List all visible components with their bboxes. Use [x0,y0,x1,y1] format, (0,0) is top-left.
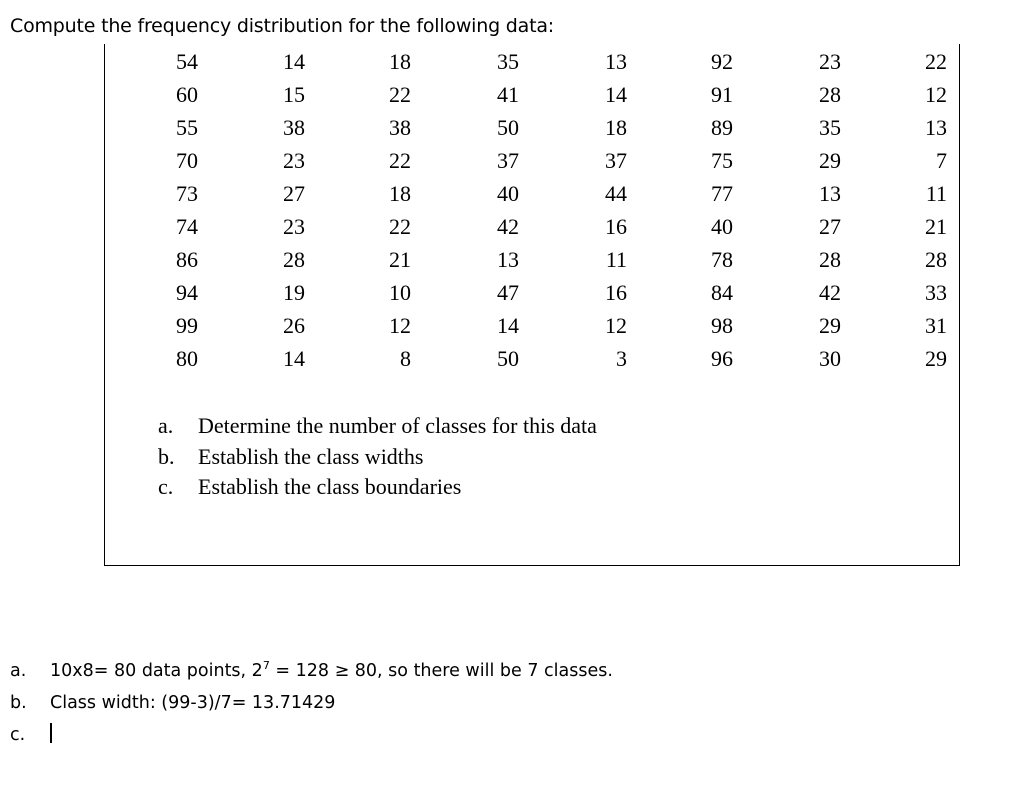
table-cell: 50 [497,346,519,371]
table-cell: 38 [283,115,305,140]
table-cell: 74 [176,214,198,239]
answer-marker: b. [10,693,27,713]
table-cell: 29 [925,346,947,371]
answer-b[interactable] [10,687,613,719]
question-a [158,411,598,442]
table-cell: 94 [176,280,198,305]
table-row [105,112,945,144]
answer-text[interactable]: Class width: (99-3)/7= 13.71429 [50,693,336,713]
table-cell: 18 [389,49,411,74]
table-row [105,343,945,375]
table-cell: 14 [497,313,519,338]
table-cell: 27 [819,214,841,239]
table-cell: 50 [497,115,519,140]
table-cell: 30 [819,346,841,371]
table-row [105,211,945,243]
table-cell: 78 [711,247,733,272]
table-cell: 92 [711,49,733,74]
table-row [105,277,945,309]
answer-marker: c. [10,725,26,745]
table-cell: 29 [819,148,841,173]
table-cell: 14 [283,346,305,371]
table-cell: 16 [605,214,627,239]
question-marker: c. [158,474,174,499]
table-cell: 31 [925,313,947,338]
table-cell: 8 [400,346,411,371]
table-cell: 28 [819,247,841,272]
question-text: Determine the number of classes for this data [198,413,597,438]
table-cell: 89 [711,115,733,140]
problem-heading: Compute the frequency distribution for the following data: [10,15,554,37]
table-cell: 84 [711,280,733,305]
question-text: Establish the class widths [198,443,424,469]
table-cell: 35 [497,49,519,74]
table-cell: 70 [176,148,198,173]
table-cell: 54 [176,49,198,74]
question-marker: a. [158,413,174,438]
table-cell: 91 [711,82,733,107]
table-cell: 23 [819,49,841,74]
table-cell: 13 [925,115,947,140]
question-marker: b. [158,443,175,469]
table-cell: 28 [925,247,947,272]
text-cursor [50,723,52,743]
table-cell: 19 [283,280,305,305]
table-cell: 38 [389,115,411,140]
table-row [105,178,945,210]
table-cell: 40 [497,181,519,206]
table-cell: 15 [283,82,305,107]
table-cell: 12 [925,82,947,107]
table-cell: 27 [283,181,305,206]
answer-list[interactable] [10,655,613,751]
table-cell: 22 [925,49,947,74]
table-cell: 21 [389,247,411,272]
table-cell: 22 [389,148,411,173]
table-row [105,79,945,111]
table-cell: 3 [616,346,627,371]
answer-text-before[interactable]: 10x8= 80 data points, 2 [50,661,263,681]
table-cell: 73 [176,181,198,206]
table-cell: 28 [819,82,841,107]
answer-c[interactable] [10,719,613,751]
table-cell: 18 [605,115,627,140]
table-cell: 18 [389,181,411,206]
table-cell: 22 [389,82,411,107]
table-cell: 11 [925,181,947,206]
table-cell: 80 [176,346,198,371]
table-cell: 14 [605,82,627,107]
table-cell: 86 [176,247,198,272]
table-cell: 40 [711,214,733,239]
answer-marker: a. [10,661,27,681]
question-b [158,442,598,473]
table-cell: 41 [497,82,519,107]
table-cell: 28 [283,247,305,272]
table-cell: 47 [497,280,519,305]
table-cell: 37 [497,148,519,173]
question-c [158,472,598,503]
table-cell: 23 [283,148,305,173]
table-cell: 29 [819,313,841,338]
answer-text-after[interactable]: = 128 ≥ 80, so there will be 7 classes. [269,661,613,681]
table-row [105,244,945,276]
table-cell: 12 [605,313,627,338]
question-text: Establish the class boundaries [198,474,462,499]
table-row [105,310,945,342]
table-cell: 23 [283,214,305,239]
table-cell: 77 [711,181,733,206]
table-cell: 98 [711,313,733,338]
table-cell: 99 [176,313,198,338]
table-cell: 16 [605,280,627,305]
table-cell: 7 [936,148,947,173]
table-cell: 13 [605,49,627,74]
table-cell: 96 [711,346,733,371]
table-cell: 33 [925,280,947,305]
question-list [158,411,598,503]
table-cell: 60 [176,82,198,107]
table-cell: 22 [389,214,411,239]
table-cell: 10 [389,280,411,305]
table-cell: 21 [925,214,947,239]
table-row [105,145,945,177]
table-cell: 42 [497,214,519,239]
table-cell: 13 [819,181,841,206]
table-row [105,46,945,78]
table-cell: 42 [819,280,841,305]
table-cell: 26 [283,313,305,338]
table-cell: 44 [605,181,627,206]
table-cell: 37 [605,148,627,173]
table-cell: 12 [389,313,411,338]
answer-a[interactable] [10,655,613,687]
table-cell: 11 [605,247,627,272]
table-cell: 75 [711,148,733,173]
table-cell: 14 [283,49,305,74]
table-cell: 13 [497,247,519,272]
answer-exponent[interactable]: 7 [262,659,270,672]
table-cell: 55 [176,115,198,140]
table-cell: 35 [819,115,841,140]
